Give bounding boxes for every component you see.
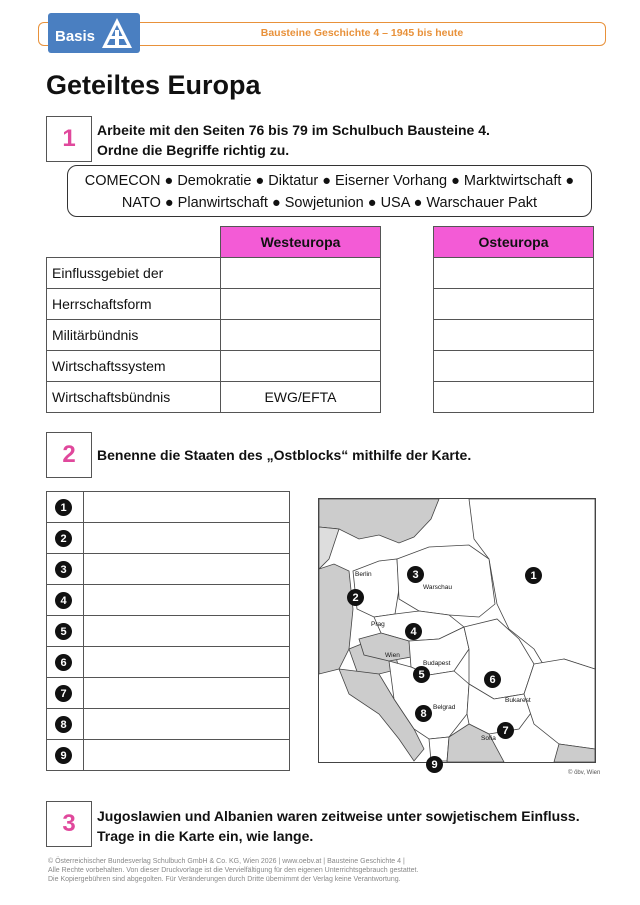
logo-text: Basis	[55, 28, 96, 45]
row-label: Wirtschaftssystem	[47, 351, 221, 382]
task3-line1: Jugoslawien und Albanien waren zeitweise unter sowjetischem Einfluss.	[97, 808, 580, 824]
task2-instructions: Benenne die Staaten des „Ostblocks“ mithilfe der Karte.	[97, 447, 472, 463]
footer	[48, 857, 418, 884]
answer-field[interactable]	[83, 585, 289, 616]
triangle-logo-icon	[100, 16, 134, 50]
task1-line1: Arbeite mit den Seiten 76 bis 79 im Schulbuch Bausteine 4.	[97, 122, 490, 138]
west-answer-cell[interactable]	[221, 320, 381, 351]
list-item	[47, 709, 290, 740]
terms-line2: NATO ● Planwirtschaft ● Sowjetunion ● USA ● Warschauer Pakt	[121, 195, 538, 211]
map-marker: 7	[497, 722, 514, 739]
city-label-sofia: Sofia	[481, 735, 496, 742]
row-label: Militärbündnis	[47, 320, 221, 351]
number-badge: 2	[55, 530, 72, 547]
list-item	[47, 585, 290, 616]
term-box	[67, 165, 592, 217]
answer-field[interactable]	[83, 709, 289, 740]
answer-field[interactable]	[83, 678, 289, 709]
list-item	[47, 492, 290, 523]
map-marker: 5	[413, 666, 430, 683]
row-label: Herrschaftsform	[47, 289, 221, 320]
col-east-header: Osteuropa	[434, 227, 594, 258]
list-item	[47, 616, 290, 647]
city-label-belgrad: Belgrad	[433, 704, 456, 711]
europe-map	[318, 498, 596, 771]
col-west-header: Westeuropa	[221, 227, 381, 258]
task3-instructions	[97, 806, 580, 846]
east-answer-cell[interactable]	[434, 258, 594, 289]
page-title: Geteiltes Europa	[46, 70, 261, 100]
task3-line2: Trage in die Karte ein, wie lange.	[97, 828, 314, 844]
table-row	[47, 351, 594, 382]
task-number-3: 3	[46, 801, 92, 847]
west-answer-cell[interactable]	[221, 289, 381, 320]
answer-field[interactable]	[83, 616, 289, 647]
country-answer-list	[46, 491, 290, 771]
task-number-1: 1	[46, 116, 92, 162]
terms-line1: COMECON ● Demokratie ● Diktatur ● Eiserner Vorhang ● Marktwirtschaft ●	[84, 173, 575, 189]
map-marker: 8	[415, 705, 432, 722]
answer-field[interactable]	[83, 647, 289, 678]
list-item	[47, 678, 290, 709]
west-answer-cell[interactable]	[221, 258, 381, 289]
list-item	[47, 523, 290, 554]
map-graphic	[319, 499, 595, 762]
answer-field[interactable]	[83, 523, 289, 554]
map-marker: 9	[426, 756, 443, 773]
city-label-berlin: Berlin	[355, 571, 372, 578]
task1-line2: Ordne die Begriffe richtig zu.	[97, 142, 290, 158]
list-item	[47, 647, 290, 678]
table-row	[47, 382, 594, 413]
task-number-2: 2	[46, 432, 92, 478]
series-title: Bausteine Geschichte 4 – 1945 bis heute	[260, 27, 464, 39]
map-marker: 4	[405, 623, 422, 640]
row-label: Einflussgebiet der	[47, 258, 221, 289]
footer-line2: Alle Rechte vorbehalten. Von dieser Druckvorlage ist die Vervielfältigung für den eigenen Unterrichtsgebrauch gestattet.	[48, 867, 419, 874]
answer-field[interactable]	[83, 492, 289, 523]
map-marker: 3	[407, 566, 424, 583]
city-label-bukarest: Bukarest	[505, 697, 531, 704]
footer-line3: Die Kopiergebühren sind abgegolten. Für Veränderungen durch Dritte übernimmt der Verlag keine Verantwortung.	[48, 876, 401, 883]
number-badge: 8	[55, 716, 72, 733]
city-label-budapest: Budapest	[423, 660, 451, 667]
east-answer-cell[interactable]	[434, 382, 594, 413]
table-row	[47, 258, 594, 289]
number-badge: 3	[55, 561, 72, 578]
footer-line1: © Österreichischer Bundesverlag Schulbuch GmbH & Co. KG, Wien 2026 | www.oebv.at | Bausteine Geschichte 4 |	[48, 858, 405, 865]
answer-field[interactable]	[83, 740, 289, 771]
list-item	[47, 554, 290, 585]
table-row	[47, 320, 594, 351]
number-badge: 6	[55, 654, 72, 671]
number-badge: 7	[55, 685, 72, 702]
basis-logo	[48, 13, 140, 53]
list-item	[47, 740, 290, 771]
east-answer-cell[interactable]	[434, 351, 594, 382]
city-label-warschau: Warschau	[423, 584, 453, 591]
city-label-wien: Wien	[385, 652, 400, 659]
number-badge: 5	[55, 623, 72, 640]
map-marker: 6	[484, 671, 501, 688]
table-row	[47, 289, 594, 320]
comparison-table	[46, 226, 594, 413]
number-badge: 9	[55, 747, 72, 764]
map-copyright: © öbv, Wien	[568, 770, 601, 776]
map-marker: 1	[525, 567, 542, 584]
east-answer-cell[interactable]	[434, 320, 594, 351]
west-answer-cell[interactable]	[221, 351, 381, 382]
west-answer-cell[interactable]: EWG/EFTA	[221, 382, 381, 413]
east-answer-cell[interactable]	[434, 289, 594, 320]
answer-field[interactable]	[83, 554, 289, 585]
task1-instructions	[97, 120, 490, 160]
number-badge: 4	[55, 592, 72, 609]
city-label-prag: Prag	[371, 621, 385, 628]
map-marker: 2	[347, 589, 364, 606]
number-badge: 1	[55, 499, 72, 516]
row-label: Wirtschaftsbündnis	[47, 382, 221, 413]
